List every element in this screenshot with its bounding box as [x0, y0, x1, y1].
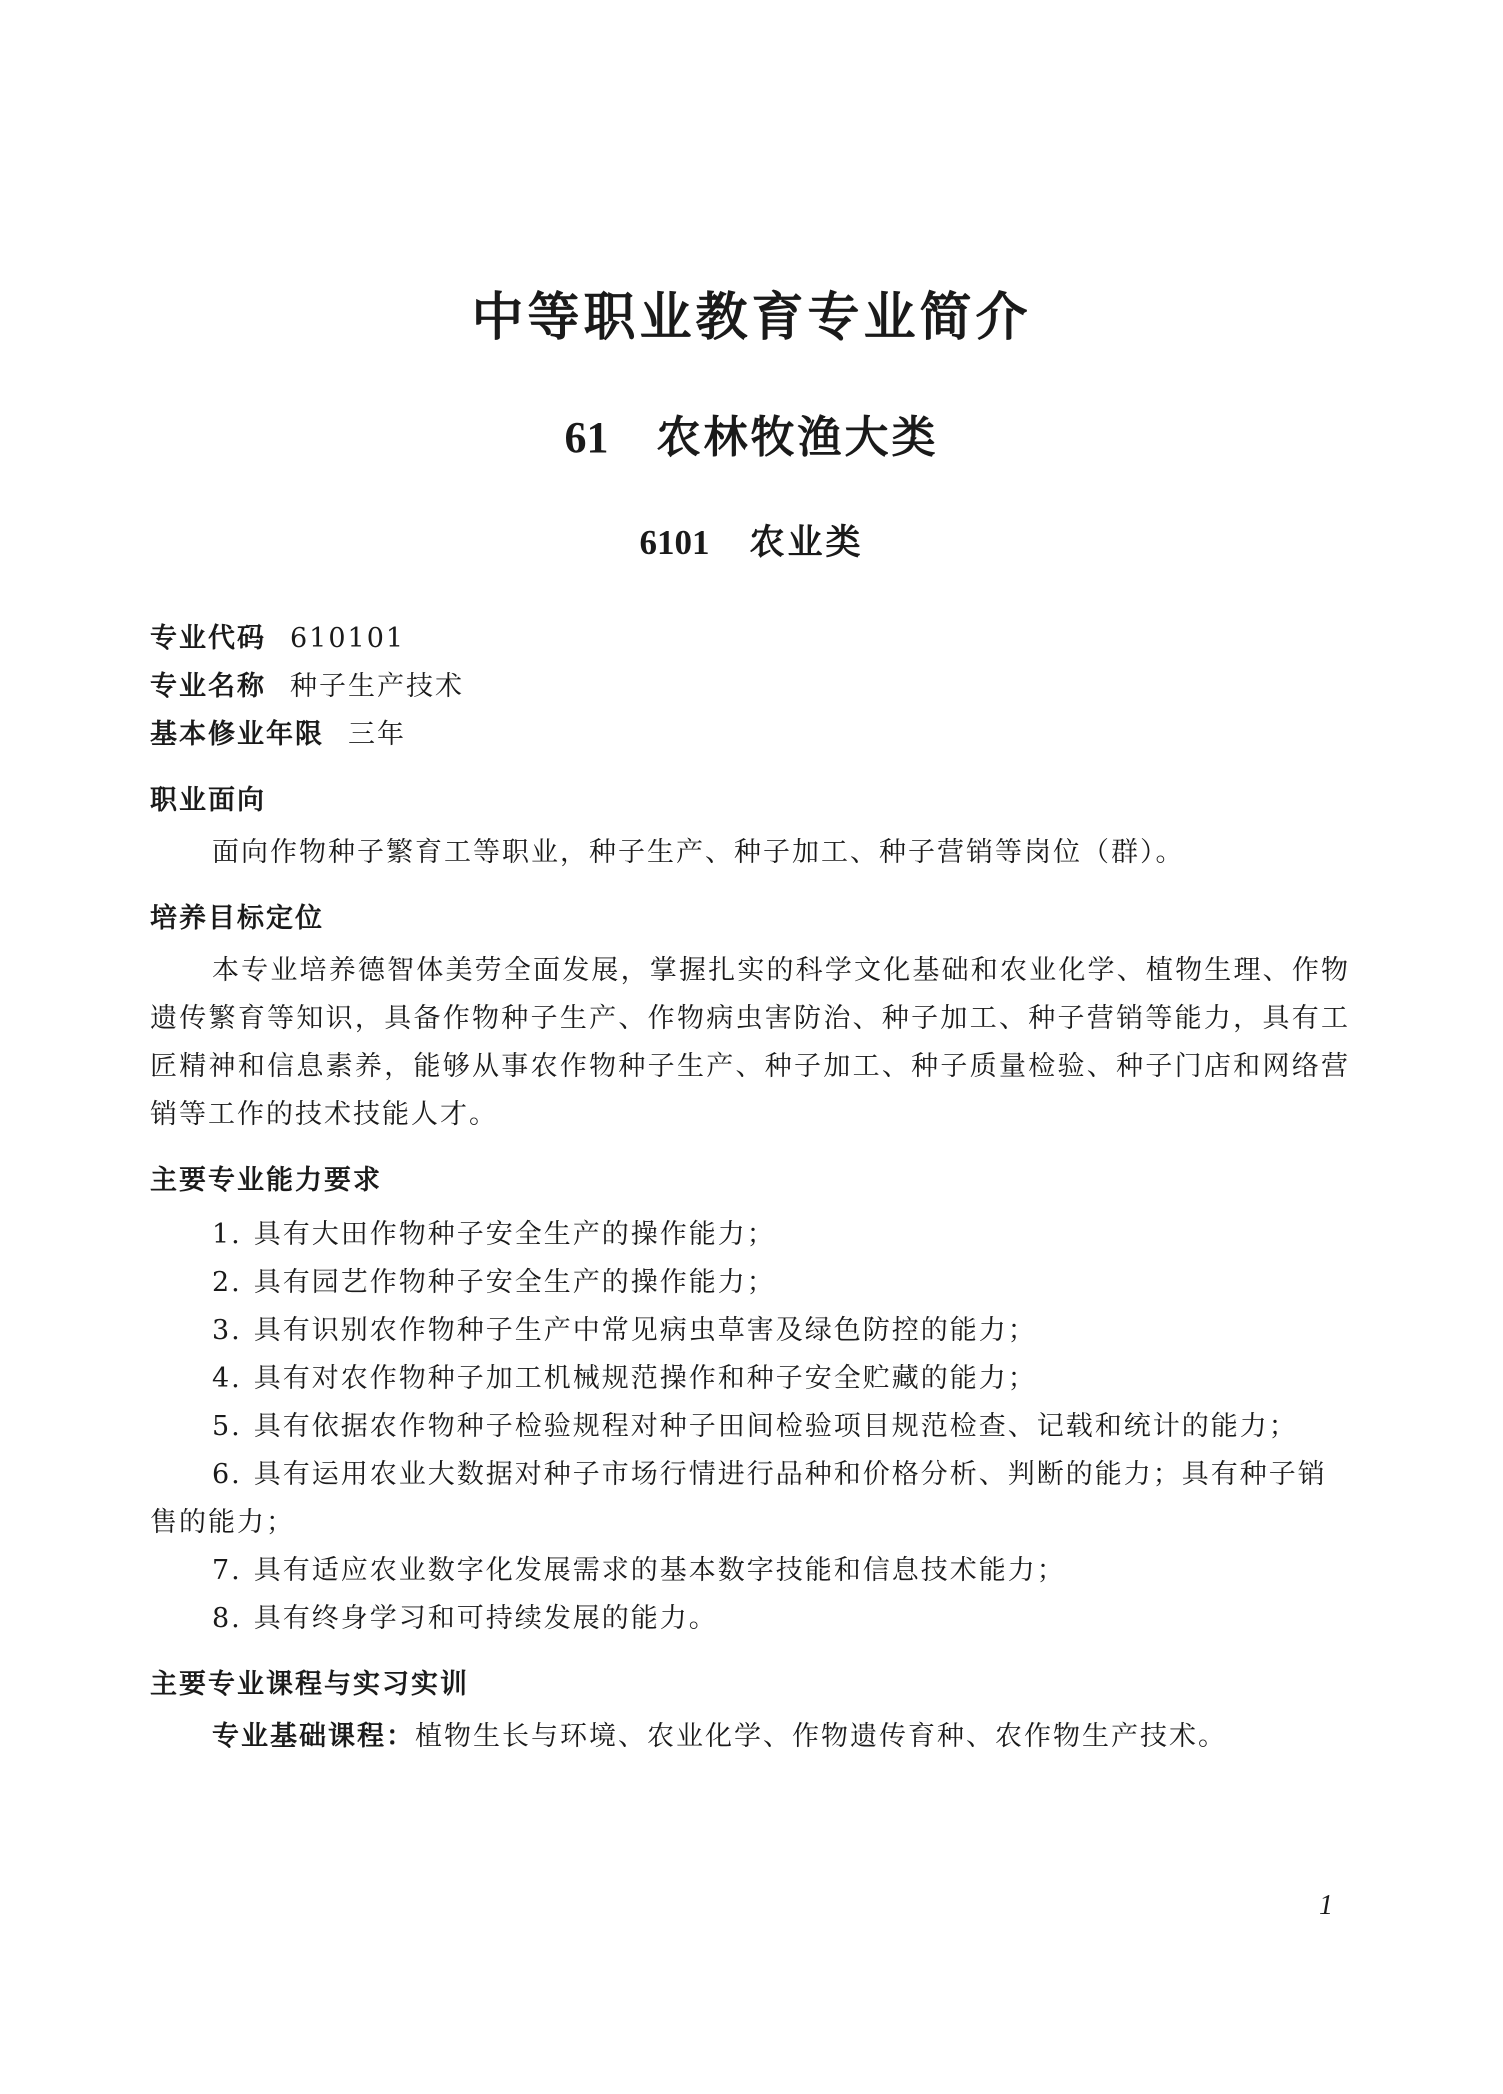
meta-row-code	[150, 615, 1350, 663]
page-title: 中等职业教育专业简介	[471, 288, 1032, 348]
section-heading-career: 职业面向	[150, 785, 266, 816]
list-item	[150, 1211, 1350, 1259]
basic-courses-text: 植物生长与环境、农业化学、作物遗传育种、农作物生产技术。	[415, 1721, 1227, 1752]
item-number: 5.	[212, 1411, 242, 1442]
subcategory-heading	[0, 518, 1503, 568]
category-name: 农林牧渔大类	[656, 412, 939, 463]
subcategory-name: 农业类	[749, 523, 864, 563]
section-heading-objective: 培养目标定位	[150, 903, 324, 934]
section-heading-abilities: 主要专业能力要求	[150, 1165, 382, 1196]
page-number: 1	[1319, 1890, 1333, 1921]
basic-courses-label: 专业基础课程：	[212, 1721, 415, 1752]
basic-courses	[150, 1713, 1350, 1761]
category-code: 61	[564, 413, 609, 462]
item-text: 具有对农作物种子加工机械规范操作和种子安全贮藏的能力；	[253, 1363, 1037, 1394]
meta-value: 三年	[348, 719, 406, 750]
meta-value: 610101	[290, 623, 406, 654]
item-text: 具有依据农作物种子检验规程对种子田间检验项目规范检查、记载和统计的能力；	[253, 1411, 1298, 1442]
list-item	[150, 1595, 1350, 1643]
subcategory-code: 6101	[639, 523, 710, 562]
item-number: 3.	[212, 1315, 242, 1346]
item-number: 8.	[212, 1603, 242, 1634]
section-heading-courses: 主要专业课程与实习实训	[150, 1669, 469, 1700]
abilities-list	[150, 1211, 1350, 1643]
list-item	[150, 1355, 1350, 1403]
document-body	[150, 615, 1350, 1761]
list-item	[150, 1547, 1350, 1595]
meta-value: 种子生产技术	[290, 671, 464, 702]
list-item	[150, 1451, 1350, 1547]
list-item	[150, 1259, 1350, 1307]
list-item	[150, 1403, 1350, 1451]
meta-label: 专业代码	[150, 623, 266, 654]
item-number: 6.	[212, 1459, 242, 1490]
list-item	[150, 1307, 1350, 1355]
meta-label: 专业名称	[150, 671, 266, 702]
meta-label: 基本修业年限	[150, 719, 324, 750]
career-paragraph: 面向作物种子繁育工等职业，种子生产、种子加工、种子营销等岗位（群）。	[212, 837, 1185, 868]
item-number: 2.	[212, 1267, 242, 1298]
meta-row-duration	[150, 711, 1350, 759]
meta-row-name	[150, 663, 1350, 711]
item-text: 具有识别农作物种子生产中常见病虫草害及绿色防控的能力；	[253, 1315, 1037, 1346]
item-text: 具有终身学习和可持续发展的能力。	[253, 1603, 718, 1634]
item-number: 7.	[212, 1555, 242, 1586]
item-text: 具有运用农业大数据对种子市场行情进行品种和价格分析、判断的能力；具有种子销售的能力；	[150, 1459, 1327, 1538]
category-heading	[0, 408, 1503, 468]
item-number: 4.	[212, 1363, 242, 1394]
item-text: 具有大田作物种子安全生产的操作能力；	[253, 1219, 776, 1250]
item-number: 1.	[212, 1219, 242, 1250]
objective-paragraph: 本专业培养德智体美劳全面发展，掌握扎实的科学文化基础和农业化学、植物生理、作物遗传繁育等知识，具备作物种子生产、作物病虫害防治、种子加工、种子营销等能力，具有工匠精神和信息素养，能够从事农作物种子生产、种子加工、种子质量检验、种子门店和网络营销等工作的技术技能人才。	[150, 955, 1350, 1130]
item-text: 具有适应农业数字化发展需求的基本数字技能和信息技术能力；	[253, 1555, 1066, 1586]
item-text: 具有园艺作物种子安全生产的操作能力；	[253, 1267, 776, 1298]
